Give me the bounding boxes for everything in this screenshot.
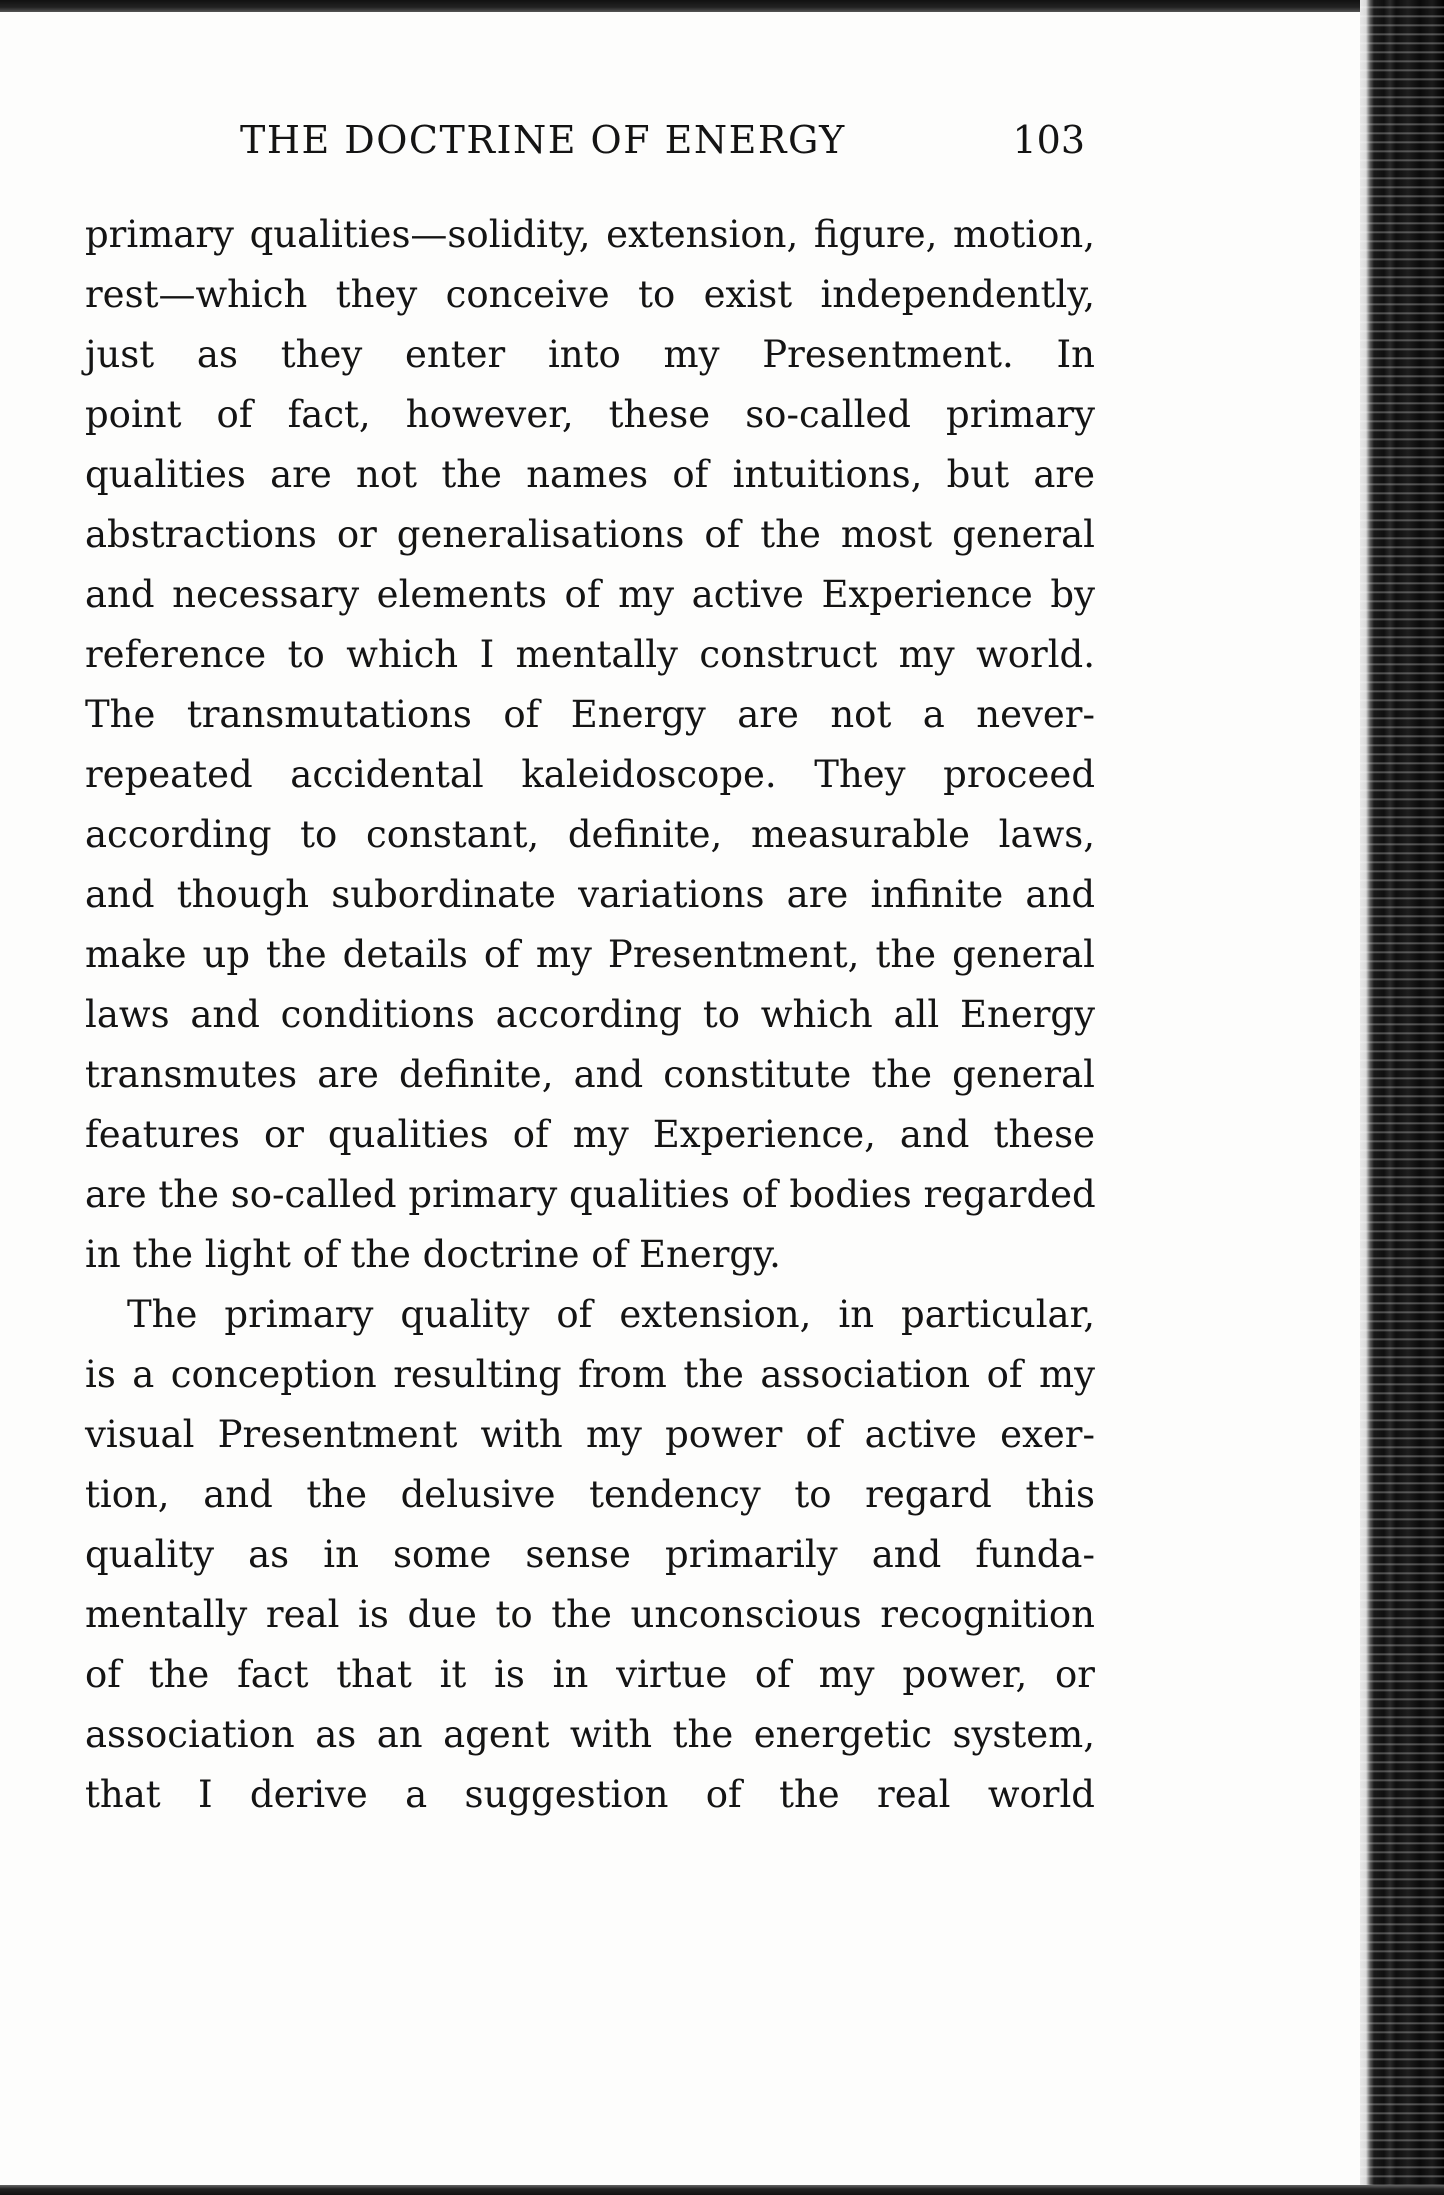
text-line: mentally real is due to the unconscious recognition	[85, 1593, 1095, 1636]
text-line: laws and conditions according to which all Energy	[85, 993, 1095, 1036]
text-line: The primary quality of extension, in particular,	[127, 1293, 1095, 1336]
text-line: of the fact that it is in virtue of my power, or	[85, 1653, 1095, 1696]
text-line: association as an agent with the energetic system,	[85, 1713, 1095, 1756]
text-line: according to constant, definite, measurable laws,	[85, 813, 1095, 856]
text-line: make up the details of my Presentment, the general	[85, 933, 1095, 976]
text-line: that I derive a suggestion of the real world	[85, 1773, 1095, 1816]
text-line: in the light of the doctrine of Energy.	[85, 1233, 781, 1276]
scan-edge-top	[0, 0, 1444, 12]
running-head	[240, 118, 1085, 168]
text-line: just as they enter into my Presentment. In	[85, 333, 1095, 376]
text-line: qualities are not the names of intuitions, but are	[85, 453, 1095, 496]
text-line: repeated accidental kaleidoscope. They proceed	[85, 753, 1095, 796]
text-line: features or qualities of my Experience, and these	[85, 1113, 1095, 1156]
text-line: and though subordinate variations are infinite and	[85, 873, 1095, 916]
text-line: primary qualities—solidity, extension, figure, motion,	[85, 213, 1095, 256]
text-line: visual Presentment with my power of active exer-	[85, 1413, 1095, 1456]
page-number: 103	[1012, 118, 1085, 162]
text-line: The transmutations of Energy are not a never-	[85, 693, 1095, 736]
body-text	[85, 205, 1095, 1825]
text-line: are the so-called primary qualities of bodies regarded	[85, 1173, 1096, 1216]
text-line: reference to which I mentally construct my world.	[85, 633, 1095, 676]
text-line: tion, and the delusive tendency to regard this	[85, 1473, 1095, 1516]
text-line: is a conception resulting from the association of my	[85, 1353, 1095, 1396]
book-binding-edge	[1360, 0, 1444, 2195]
text-line: and necessary elements of my active Experience by	[85, 573, 1095, 616]
text-line: transmutes are definite, and constitute the general	[85, 1053, 1095, 1096]
running-head-title: THE DOCTRINE OF ENERGY	[240, 118, 846, 162]
paragraph	[85, 1285, 1095, 1825]
text-line: point of fact, however, these so-called primary	[85, 393, 1095, 436]
paragraph	[85, 205, 1095, 1285]
text-line: abstractions or generalisations of the most general	[85, 513, 1095, 556]
text-line: rest—which they conceive to exist independently,	[85, 273, 1095, 316]
text-line: quality as in some sense primarily and funda-	[85, 1533, 1095, 1576]
scan-edge-bottom	[0, 2185, 1444, 2195]
